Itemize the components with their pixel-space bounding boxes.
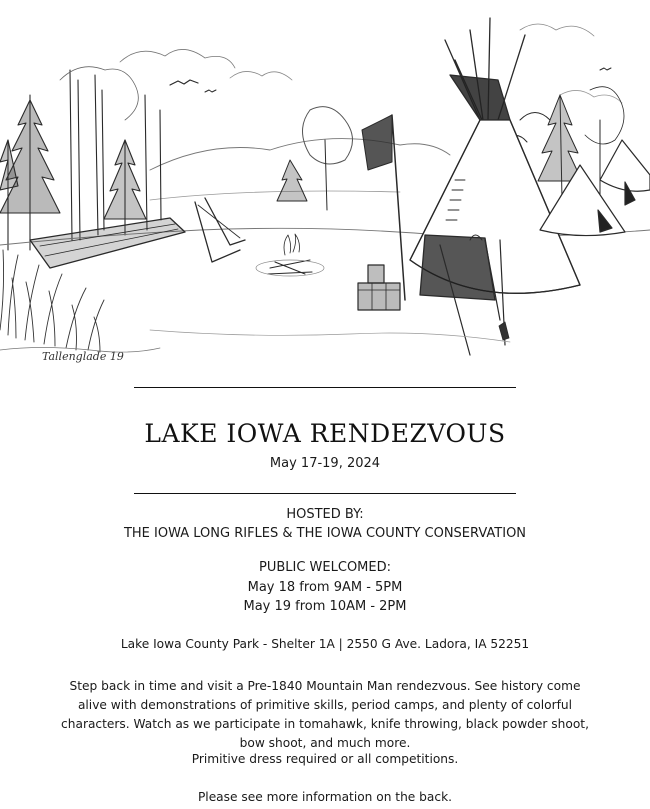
hosts-names: THE IOWA LONG RIFLES & THE IOWA COUNTY CONSERVATION	[123, 526, 527, 541]
public-welcomed-label: PUBLIC WELCOMED:	[259, 560, 391, 575]
event-description: Step back in time and visit a Pre-1840 Mountain Man rendezvous. See history come alive with demonstrations of primitive skills, period camps, and plenty of colorful characters. Watch as we participate in tomahawk, knife throwing, black powder shoot, bow shoot, and much more.	[61, 679, 589, 750]
artist-signature: Tallenglade 19	[42, 350, 124, 363]
event-location: Lake Iowa County Park - Shelter 1A | 2550 G Ave. Ladora, IA 52251	[120, 637, 530, 651]
event-title: LAKE IOWA RENDEZVOUS	[144, 419, 506, 448]
hosted-by-label: HOSTED BY:	[286, 507, 364, 522]
camp-illustration	[0, 0, 650, 378]
public-hours-day1: May 18 from 9AM - 5PM	[247, 580, 403, 595]
public-hours-day2: May 19 from 10AM - 2PM	[243, 599, 407, 614]
top-divider	[134, 387, 516, 388]
middle-divider	[134, 493, 516, 494]
more-info-note: Please see more information on the back.	[197, 790, 453, 804]
dress-requirement: Primitive dress required or all competitions.	[191, 752, 459, 766]
event-dates: May 17-19, 2024	[269, 456, 381, 471]
